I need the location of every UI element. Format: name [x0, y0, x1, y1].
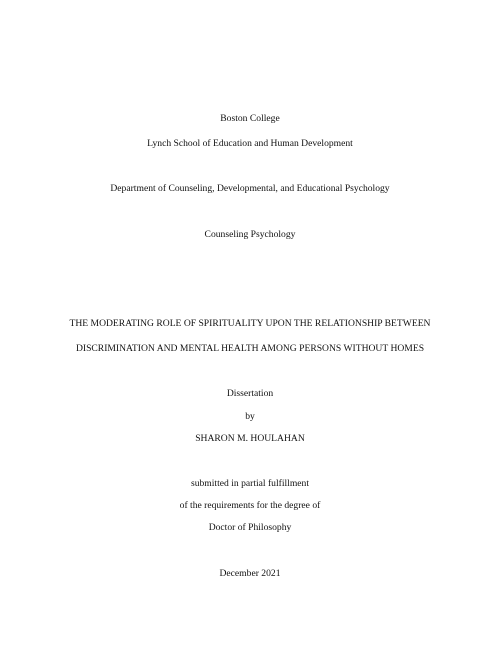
by-label: by: [245, 411, 255, 422]
submission-statement-line-2: of the requirements for the degree of: [179, 500, 321, 511]
submission-statement-line-1: submitted in partial fulfillment: [190, 478, 310, 489]
department-name: Department of Counseling, Developmental, and Educational Psychology: [110, 183, 390, 194]
submission-date: December 2021: [219, 568, 281, 579]
program-name: Counseling Psychology: [204, 229, 296, 240]
author-name: SHARON M. HOULAHAN: [195, 433, 305, 444]
school-name: Lynch School of Education and Human Development: [147, 138, 353, 149]
university-name: Boston College: [220, 113, 280, 124]
dissertation-title-line-1: THE MODERATING ROLE OF SPIRITUALITY UPON THE RELATIONSHIP BETWEEN: [69, 318, 431, 329]
dissertation-title-line-2: DISCRIMINATION AND MENTAL HEALTH AMONG PERSONS WITHOUT HOMES: [75, 343, 425, 354]
document-type: Dissertation: [226, 388, 274, 399]
degree-name: Doctor of Philosophy: [208, 522, 292, 533]
